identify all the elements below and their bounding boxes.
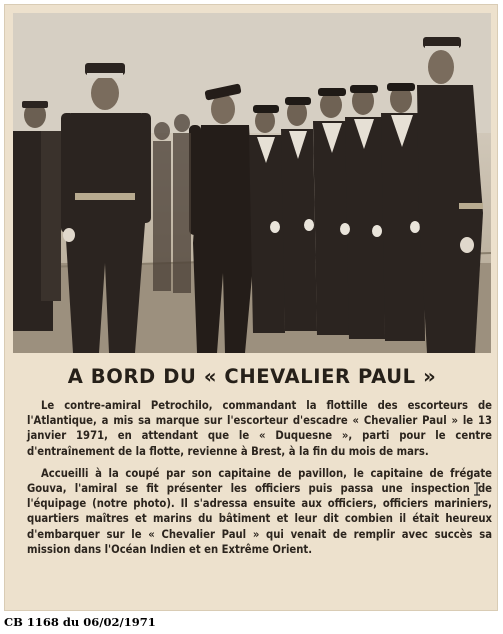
newspaper-clipping	[4, 4, 498, 611]
article-paragraph: Accueilli à la coupé par son capitaine de pavillon, le capitaine de frégate Gouva, l'amiral se fit présenter les officiers puis passa une inspection de l'équipage (notre photo). Il s'adressa ensuite aux officiers, officiers mariniers, quartiers maîtres et marins du bâtiment et leur dit combien il était heureux d'embarquer sur le « Chevalier Paul » qui venait de remplir avec succès sa mission dans l'Océan Indien et en Extrême Orient.	[27, 466, 492, 556]
crew-inspection-illustration	[13, 13, 491, 353]
text-cursor-icon	[473, 482, 481, 496]
officer-left-group	[13, 101, 61, 331]
article-body	[27, 398, 492, 564]
article-paragraph: Le contre-amiral Petrochilo, commandant la flottille des escorteurs de l'Atlantique, a mis sa marque sur l'escorteur d'escadre « Chevalier Paul » le 13 janvier 1971, en attendant que le « Duquesne », parti pour le centre d'entraînement de la flotte, revienne à Brest, à la fin du mois de mars.	[27, 399, 492, 458]
article-headline: A BORD DU « CHEVALIER PAUL »	[67, 365, 437, 388]
article-photo	[13, 13, 491, 353]
source-reference: CB 1168 du 06/02/1971	[4, 615, 156, 629]
